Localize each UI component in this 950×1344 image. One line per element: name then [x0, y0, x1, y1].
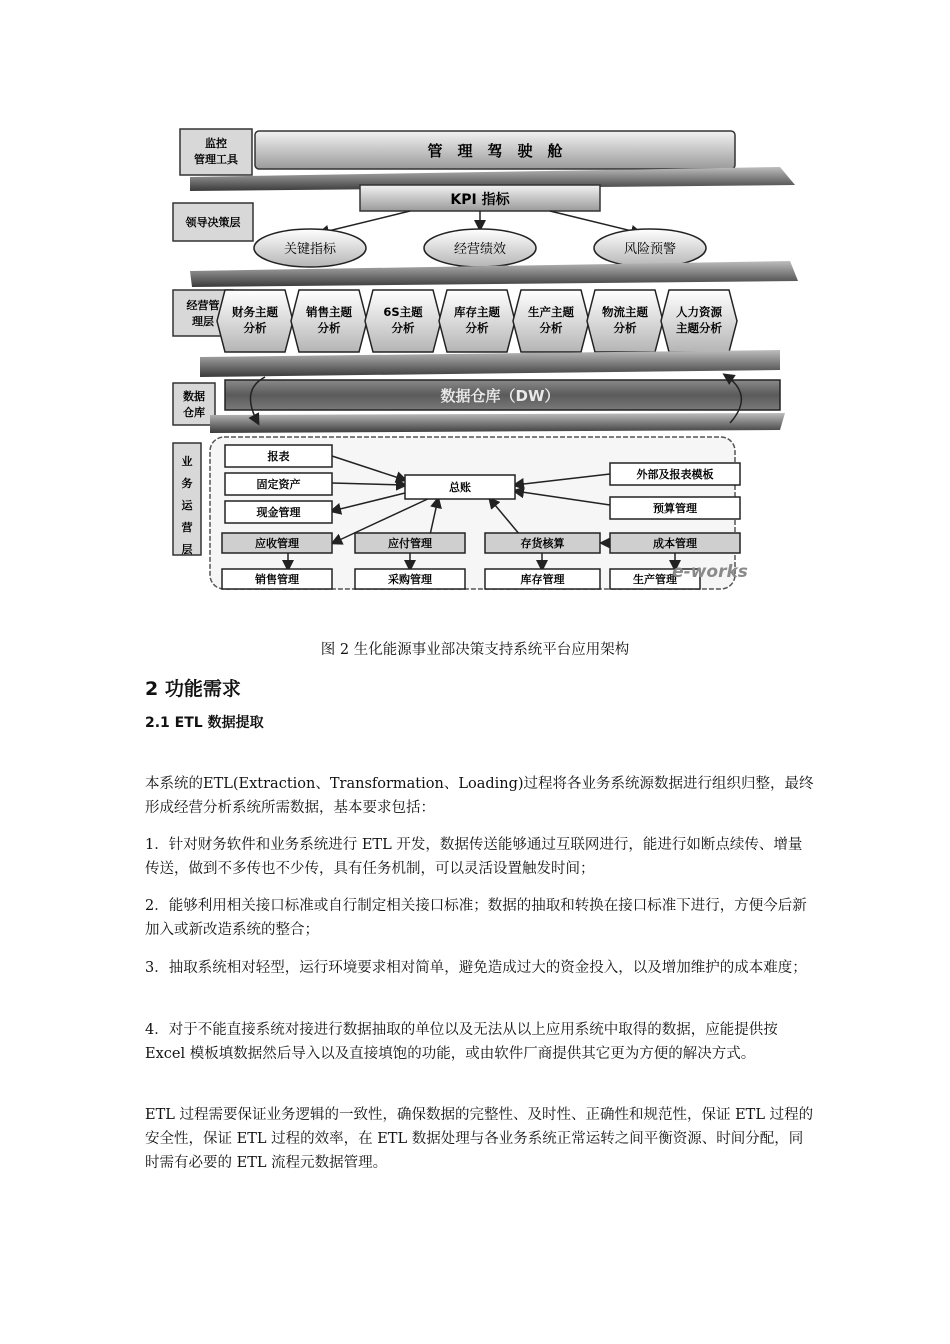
paragraph-summary: ETL 过程需要保证业务逻辑的一致性，确保数据的完整性、及时性、正确性和规范性，保证 ETL 过程的安全性，保证 ETL 过程的效率，在 ETL 数据处理与各业务系统正常运转之间平衡资源、时间分配，同时需有必要的 ETL 流程元数据管理。	[145, 1107, 814, 1171]
analysis-item-label: 财务主题分析	[232, 305, 278, 335]
paragraph-item-2: 2．能够利用相关接口标准或自行制定相关接口标准；数据的抽取和转换在接口标准下进行，方便今后新加入或新改造系统的整合；	[145, 898, 807, 938]
layer-label-operation: 业务运营层	[181, 455, 193, 556]
module-label-receivable: 应收管理	[255, 537, 299, 550]
module-label-cost: 成本管理	[653, 537, 697, 550]
layer-label-leader: 领导决策层	[185, 216, 241, 229]
kpi-layer	[190, 185, 798, 287]
cockpit-label: 管 理 驾 驶 舱	[427, 142, 563, 160]
module-label-budget: 预算管理	[653, 502, 697, 515]
cockpit-layer	[190, 131, 795, 191]
subsection-heading: 2.1 ETL 数据提取	[145, 715, 264, 731]
kpi-item-label: 关键指标	[283, 242, 337, 257]
analysis-item-label: 人力资源主题分析	[676, 305, 722, 335]
kpi-arrow-right	[550, 211, 640, 233]
paragraph-item-4: 4．对于不能直接系统对接进行数据抽取的单位以及无法从以上应用系统中取得的数据，应能提供按 Excel 模板填数据然后导入以及直接填饱的功能，或由软件厂商提供其它更为方便的解决方式。	[145, 1022, 778, 1062]
module-label-sales: 销售管理	[255, 573, 299, 586]
kpi-item-group	[254, 229, 706, 267]
layer-label-monitor: 监控管理工具	[194, 137, 238, 166]
kpi-item-label: 经营绩效	[453, 242, 507, 257]
layer-label-monitor-box	[180, 129, 252, 175]
paragraph-item-3: 3．抽取系统相对轻型，运行环境要求相对简单，避免造成过大的资金投入，以及增加维护的成本难度；	[145, 960, 807, 976]
module-label-payable: 应付管理	[388, 537, 432, 550]
analysis-item-label: 生产主题分析	[528, 305, 574, 335]
watermark-logo: e-works	[672, 562, 748, 582]
layer-label-business: 经营管理层	[186, 299, 220, 328]
analysis-item-group	[217, 290, 737, 352]
module-label-production: 生产管理	[633, 573, 677, 586]
module-label-fixed-assets: 固定资产	[256, 478, 301, 491]
module-label-stock: 库存管理	[520, 573, 565, 586]
module-label-cash: 现金管理	[256, 506, 301, 519]
module-label-external-report: 外部及报表模板	[636, 468, 714, 481]
analysis-item-label: 库存主题分析	[454, 305, 500, 335]
figure-caption: 图 2 生化能源事业部决策支持系统平台应用架构	[320, 642, 630, 658]
paragraph-item-1: 1．针对财务软件和业务系统进行 ETL 开发，数据传送能够通过互联网进行，能进行如断点续传、增量传送，做到不多传也不少传，具有任务机制，可以灵活设置触发时间；	[145, 837, 803, 877]
analysis-item-label: 销售主题分析	[306, 305, 352, 335]
architecture-figure	[170, 125, 800, 595]
kpi-item-label: 风险预警	[623, 242, 677, 257]
kpi-label: KPI 指标	[450, 192, 510, 208]
module-label-inventory-acct: 存货核算	[520, 537, 565, 550]
section-heading: 2 功能需求	[145, 678, 241, 700]
paragraph-intro: 本系统的ETL(Extraction、Transformation、Loading)过程将各业务系统源数据进行组织归整，最终形成经营分析系统所需数据，基本要求包括：	[145, 776, 814, 816]
analysis-platform	[200, 350, 780, 377]
analysis-item-label: 物流主题分析	[602, 305, 648, 335]
module-label-report: 报表	[267, 450, 290, 463]
warehouse-layer	[210, 375, 785, 433]
dw-label: 数据仓库（DW）	[440, 387, 560, 405]
operation-layer	[210, 437, 748, 589]
analysis-layer	[200, 290, 780, 377]
warehouse-platform	[210, 413, 785, 433]
kpi-arrow-left	[320, 211, 410, 233]
module-label-ledger: 总账	[449, 481, 471, 494]
architecture-diagram	[170, 125, 800, 595]
module-label-purchase: 采购管理	[388, 573, 432, 586]
layer-label-warehouse: 数据仓库	[183, 390, 205, 419]
analysis-item-label: 6S主题分析	[383, 305, 423, 335]
